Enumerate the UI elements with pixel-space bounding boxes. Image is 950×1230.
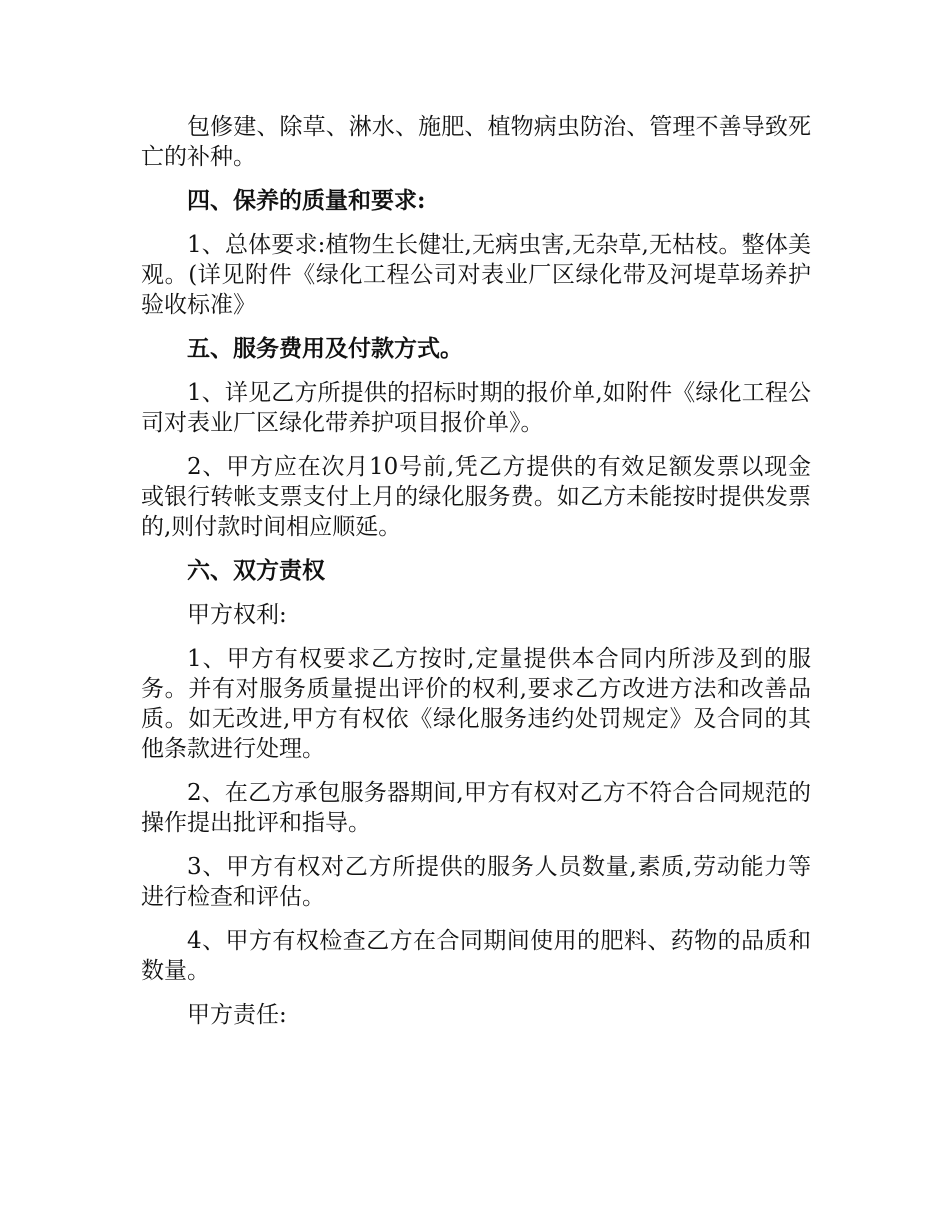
paragraph-maintenance-scope: 包修建、除草、淋水、施肥、植物病虫防治、管理不善导致死亡的补种。	[141, 114, 811, 170]
subheading-party-a-duties: 甲方责任:	[187, 1002, 287, 1028]
paragraph-right-3: 3、甲方有权对乙方所提供的服务人员数量,素质,劳动能力等进行检查和评估。	[141, 854, 811, 910]
paragraph-payment: 2、甲方应在次月10号前,凭乙方提供的有效足额发票以现金或银行转帐支票支付上月的绿化服务费。如乙方未能按时提供发票的,则付款时间相应顺延。	[141, 454, 811, 540]
paragraph-overall-requirements: 1、总体要求:植物生长健壮,无病虫害,无杂草,无枯枝。整体美观。(详见附件《绿化工程公司对表业厂区绿化带及河堤草场养护验收标准》	[141, 232, 811, 318]
paragraph-right-2: 2、在乙方承包服务器期间,甲方有权对乙方不符合合同规范的操作提出批评和指导。	[141, 780, 811, 836]
section-heading-quality: 四、保养的质量和要求:	[187, 187, 426, 214]
paragraph-quotation: 1、详见乙方所提供的招标时期的报价单,如附件《绿化工程公司对表业厂区绿化带养护项目报价单》。	[141, 380, 811, 436]
document-page	[141, 112, 811, 1044]
section-heading-fees: 五、服务费用及付款方式。	[187, 335, 463, 362]
paragraph-right-4: 4、甲方有权检查乙方在合同期间使用的肥料、药物的品质和数量。	[141, 928, 811, 984]
section-heading-rights: 六、双方责权	[187, 557, 325, 584]
paragraph-right-1: 1、甲方有权要求乙方按时,定量提供本合同内所涉及到的服务。并有对服务质量提出评价的权利,要求乙方改进方法和改善品质。如无改进,甲方有权依《绿化服务违约处罚规定》及合同的其他条款进行处理。	[141, 646, 811, 762]
subheading-party-a-rights: 甲方权利:	[187, 602, 287, 628]
